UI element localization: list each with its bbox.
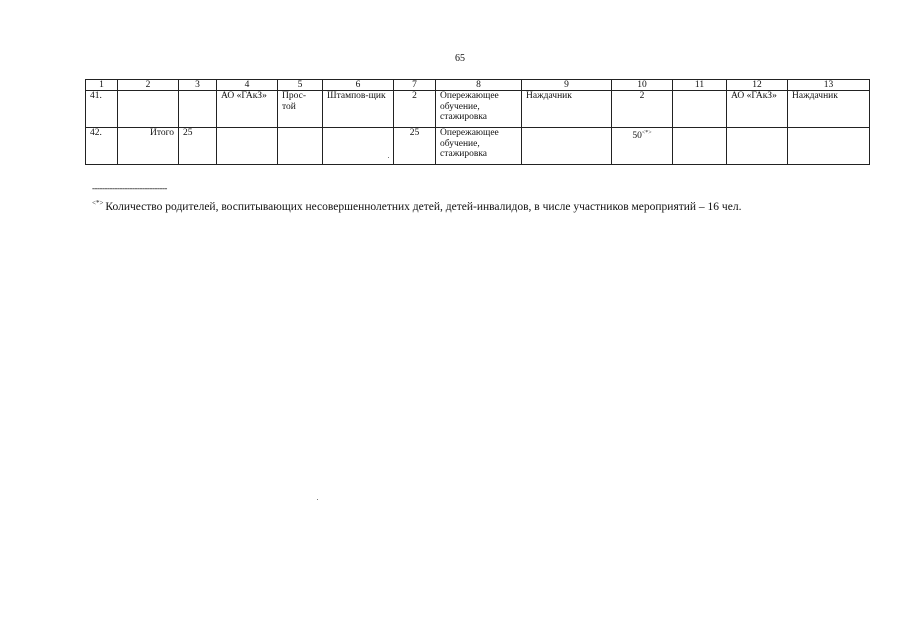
header-cell: 13 <box>788 80 870 91</box>
page-number: 65 <box>455 53 465 64</box>
table-row <box>86 128 870 165</box>
total-value: 50 <box>632 131 642 141</box>
profession-cell: Наждачник <box>788 91 870 128</box>
training-type-cell: Опережающее обучение, стажировка <box>436 91 522 128</box>
total-label-cell: Итого <box>118 128 179 165</box>
footnote-text: Количество родителей, воспитывающих несовершеннолетних детей, детей-инвалидов, в числе участников мероприятий – 16 чел. <box>105 201 742 213</box>
header-cell: 10 <box>612 80 673 91</box>
table-cell <box>727 128 788 165</box>
data-table <box>85 79 870 165</box>
scan-speck <box>388 157 389 158</box>
total-value-cell <box>612 128 673 165</box>
table-cell <box>179 91 217 128</box>
row-number-cell: 41. <box>86 91 118 128</box>
table-cell <box>788 128 870 165</box>
footnote-marker: <*> <box>92 199 104 207</box>
header-cell: 12 <box>727 80 788 91</box>
total-value-cell: 25 <box>394 128 436 165</box>
total-value-cell: 25 <box>179 128 217 165</box>
header-cell: 9 <box>522 80 612 91</box>
header-cell: 2 <box>118 80 179 91</box>
header-cell: 3 <box>179 80 217 91</box>
training-type-cell: Опережающее обучение, стажировка <box>436 128 522 165</box>
header-cell: 1 <box>86 80 118 91</box>
table-cell <box>673 91 727 128</box>
table-row <box>86 91 870 128</box>
header-cell: 5 <box>278 80 323 91</box>
table-cell <box>673 128 727 165</box>
profession-cell: Штампов-щик <box>323 91 394 128</box>
row-number-cell: 42. <box>86 128 118 165</box>
header-cell: 11 <box>673 80 727 91</box>
footnote-reference: <*> <box>641 130 652 136</box>
organization-cell: АО «ГАкЗ» <box>727 91 788 128</box>
table-cell <box>323 128 394 165</box>
header-cell: 7 <box>394 80 436 91</box>
footnote <box>92 199 741 213</box>
table-header-row <box>86 80 870 91</box>
footnote-separator: ------------------------------ <box>92 183 167 193</box>
header-cell: 6 <box>323 80 394 91</box>
header-cell: 8 <box>436 80 522 91</box>
count-cell: 2 <box>612 91 673 128</box>
table-cell <box>217 128 278 165</box>
table-cell <box>522 128 612 165</box>
organization-cell: АО «ГАкЗ» <box>217 91 278 128</box>
table-cell: Прос-той <box>278 91 323 128</box>
table-cell <box>278 128 323 165</box>
count-cell: 2 <box>394 91 436 128</box>
header-cell: 4 <box>217 80 278 91</box>
profession-cell: Наждачник <box>522 91 612 128</box>
table-cell <box>118 91 179 128</box>
scan-speck <box>317 499 318 500</box>
